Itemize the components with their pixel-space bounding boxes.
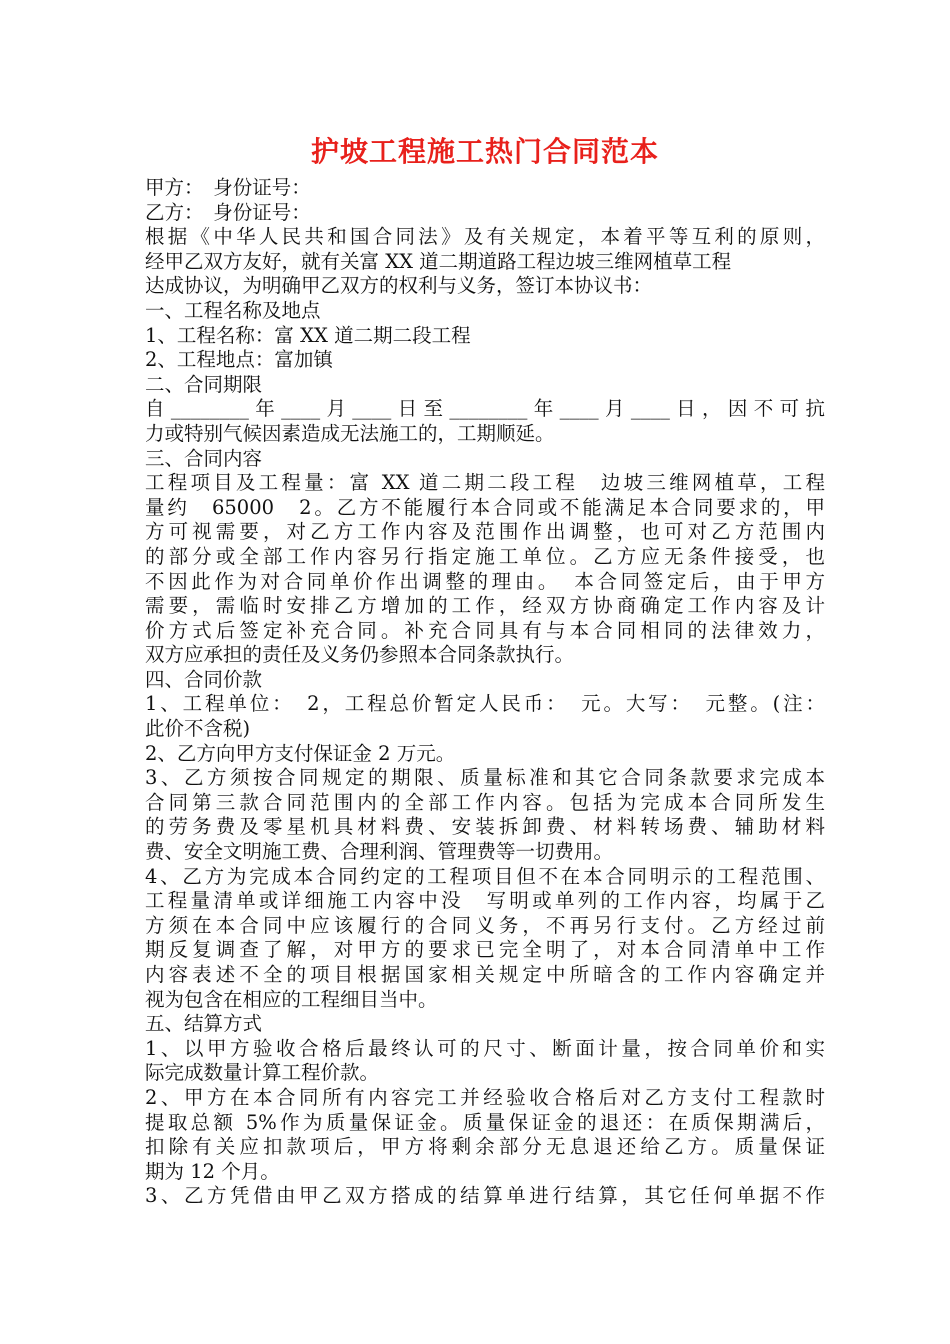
document-line: 五、结算方式	[145, 1012, 263, 1036]
document-line: 量约 65000 2。乙方不能履行本合同或不能满足本合同要求的，甲	[145, 495, 825, 519]
document-line: 2、工程地点：富加镇	[145, 348, 333, 372]
document-line: 工程量清单或详细施工内容中没 写明或单列的工作内容，均属于乙	[145, 889, 825, 913]
document-body	[145, 176, 825, 1209]
document-line: 的劳务费及零星机具材料费、安装拆卸费、材料转场费、辅助材料	[145, 815, 825, 839]
document-line: 3、乙方须按合同规定的期限、质量标准和其它合同条款要求完成本	[145, 766, 825, 790]
document-line: 不因此作为对合同单价作出调整的理由。 本合同签定后，由于甲方	[145, 569, 825, 593]
document-line: 2、乙方向甲方支付保证金 2 万元。	[145, 741, 456, 765]
document-line: 力或特别气候因素造成无法施工的，工期顺延。	[145, 421, 555, 445]
document-line: 四、合同价款	[145, 667, 263, 691]
document-line: 3、乙方凭借由甲乙双方搭成的结算单进行结算，其它任何单据不作	[145, 1184, 825, 1208]
document-line: 期为 12 个月。	[145, 1159, 280, 1183]
document-line: 甲方： 身份证号：	[145, 176, 311, 199]
document-line: 方须在本合同中应该履行的合同义务，不再另行支付。乙方经过前	[145, 913, 825, 937]
document-line: 双方应承担的责任及义务仍参照本合同条款执行。	[145, 643, 575, 667]
document-line: 1、工程名称：富 XX 道二期二段工程	[145, 323, 471, 347]
document-line: 根据《中华人民共和国合同法》及有关规定，本着平等互利的原则，	[145, 225, 825, 249]
document-line: 1、工程单位： 2，工程总价暂定人民币： 元。大写： 元整。(注：	[145, 692, 825, 716]
document-line: 的部分或全部工作内容另行指定施工单位。乙方应无条件接受，也	[145, 544, 825, 568]
document-line: 自________年____月____日至________年____月____日，因不可抗	[145, 397, 825, 421]
document-line: 内容表述不全的项目根据国家相关规定中所暗含的工作内容确定并	[145, 963, 825, 986]
document-line: 2、甲方在本合同所有内容完工并经验收合格后对乙方支付工程款时	[145, 1085, 825, 1109]
document-title: 护坡工程施工热门合同范本	[310, 135, 659, 168]
document-line: 扣除有关应扣款项后，甲方将剩余部分无息退还给乙方。质量保证	[145, 1135, 825, 1159]
document-page	[145, 128, 825, 1209]
document-line: 经甲乙双方友好，就有关富 XX 道二期道路工程边坡三维网植草工程	[145, 249, 732, 273]
document-line: 费、安全文明施工费、合理利润、管理费等一切费用。	[145, 840, 614, 864]
document-line: 此价不含税)	[145, 717, 251, 741]
document-line: 二、合同期限	[145, 372, 263, 396]
document-line: 合同第三款合同范围内的全部工作内容。包括为完成本合同所发生	[145, 790, 825, 814]
document-line: 期反复调查了解，对甲方的要求已完全明了，对本合同清单中工作	[145, 938, 825, 962]
document-line: 一、工程名称及地点	[145, 298, 321, 322]
document-line: 1、以甲方验收合格后最终认可的尺寸、断面计量，按合同单价和实	[145, 1036, 825, 1060]
document-line: 提取总额 5%作为质量保证金。质量保证金的退还：在质保期满后，	[145, 1110, 825, 1134]
document-line: 方可视需要，对乙方工作内容及范围作出调整，也可对乙方范围内	[145, 520, 825, 544]
document-line: 视为包含在相应的工程细目当中。	[145, 987, 438, 1011]
document-line: 工程项目及工程量：富 XX 道二期二段工程 边坡三维网植草，工程	[145, 471, 825, 495]
document-line: 达成协议，为明确甲乙双方的权利与义务，签订本协议书：	[145, 274, 653, 298]
document-line: 际完成数量计算工程价款。	[145, 1061, 380, 1085]
document-line: 需要，需临时安排乙方增加的工作，经双方协商确定工作内容及计	[145, 594, 825, 618]
document-line: 三、合同内容	[145, 446, 263, 470]
document-line: 乙方： 身份证号：	[145, 200, 311, 224]
document-line: 4、乙方为完成本合同约定的工程项目但不在本合同明示的工程范围、	[145, 864, 825, 888]
document-line: 价方式后签定补充合同。补充合同具有与本合同相同的法律效力，	[145, 618, 825, 642]
